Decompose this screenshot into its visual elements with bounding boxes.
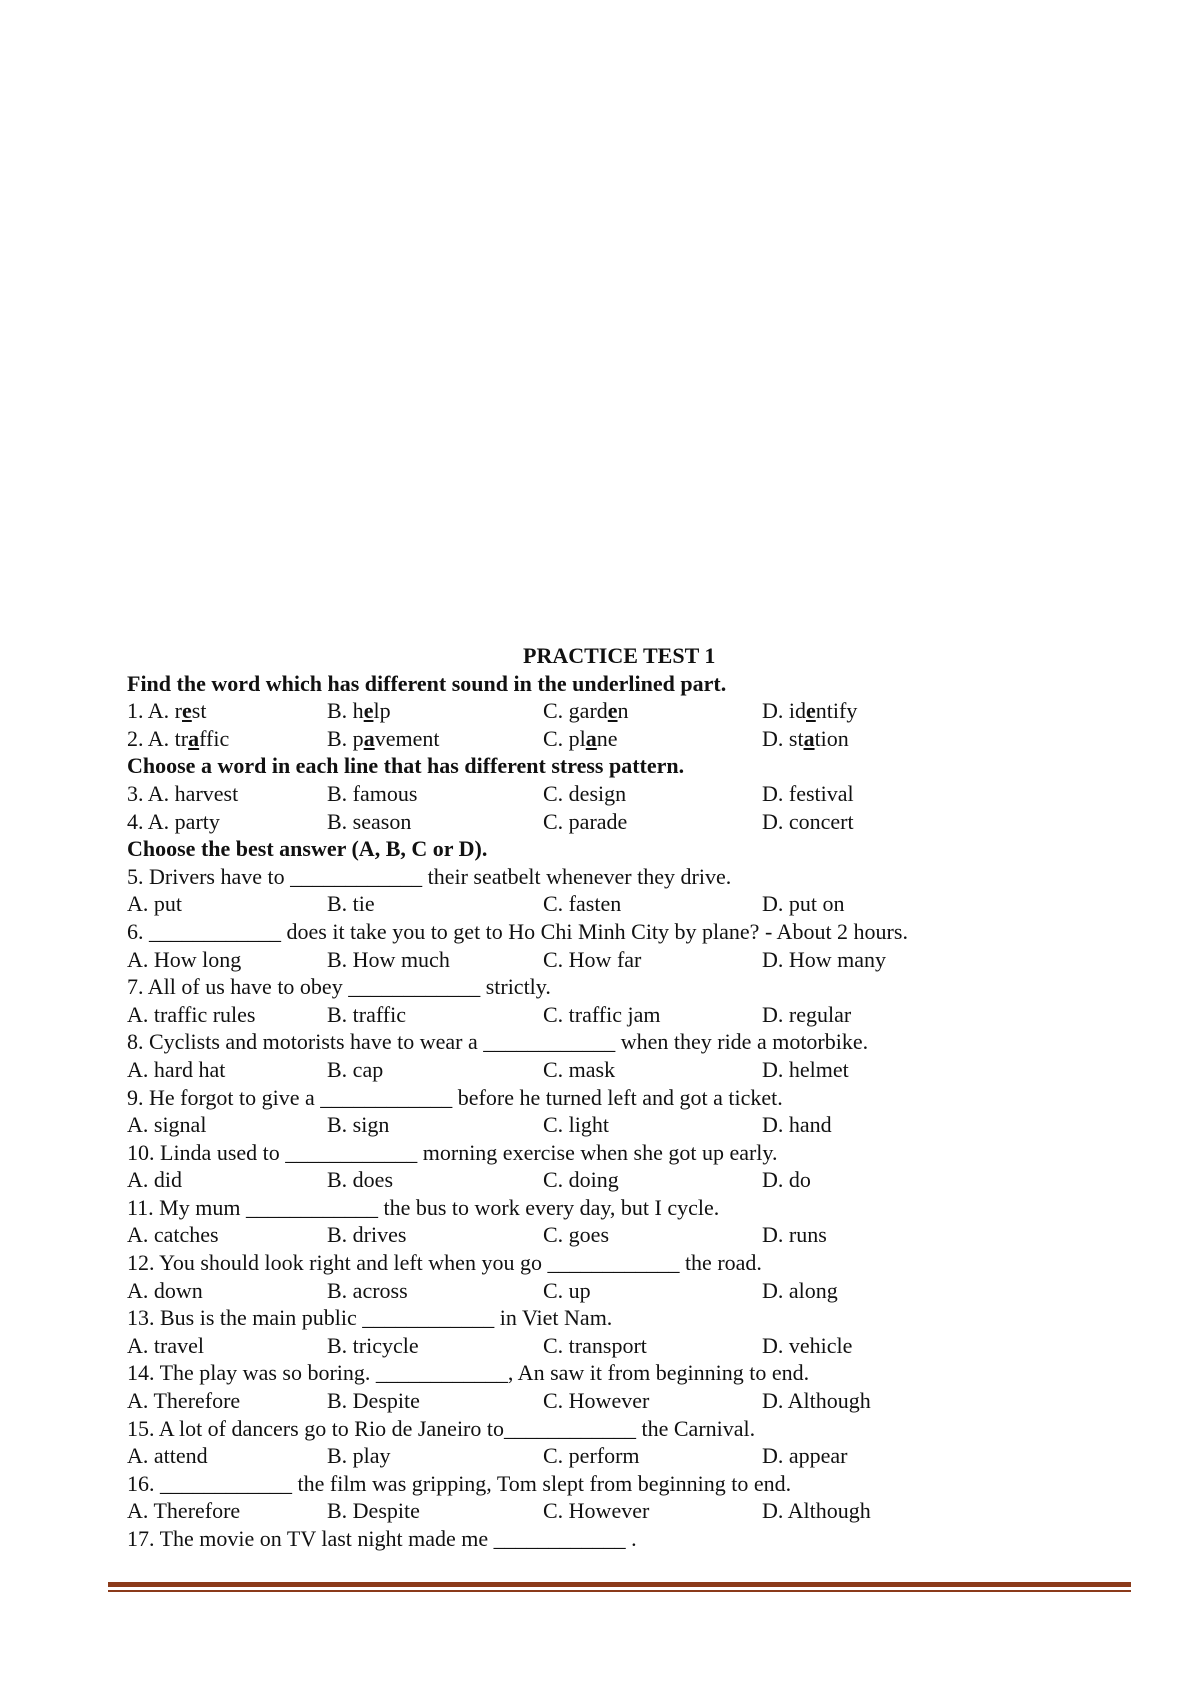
section-heading-pronunciation: Find the word which has different sound in the underlined part. <box>127 670 727 696</box>
option-b: B. play <box>327 1443 391 1469</box>
option-c: C. doing <box>543 1167 619 1193</box>
option-a: 3. A. harvest <box>127 780 239 806</box>
underlined-letter: e <box>182 698 192 724</box>
option-b: B. sign <box>327 1112 390 1138</box>
option-b: B. season <box>327 808 412 834</box>
test-content <box>127 642 1067 1553</box>
underlined-letter: e <box>607 698 618 724</box>
option-a: A. signal <box>127 1112 207 1138</box>
answer-options <box>127 1221 1067 1249</box>
underlined-letter: a <box>188 725 200 751</box>
question-text: 13. Bus is the main public ____________ in Viet Nam. <box>127 1305 613 1331</box>
question-text: 8. Cyclists and motorists have to wear a ____________ when they ride a motorbike. <box>127 1029 869 1055</box>
option-b: B. help <box>327 698 391 724</box>
underlined-letter: a <box>363 725 375 751</box>
option-b: B. Despite <box>327 1498 420 1524</box>
option-d: D. hand <box>762 1112 832 1138</box>
option-d: D. along <box>762 1277 838 1303</box>
option-c: C. However <box>543 1388 650 1414</box>
page-title: PRACTICE TEST 1 <box>523 643 716 668</box>
question-number: 3. <box>127 780 144 806</box>
option-c: C. garden <box>543 698 629 724</box>
option-d: D. identify <box>762 698 858 724</box>
option-c: C. parade <box>543 808 628 834</box>
option-d: D. regular <box>762 1001 852 1027</box>
answer-options <box>127 890 1067 918</box>
question-text: 11. My mum ____________ the bus to work every day, but I cycle. <box>127 1194 720 1220</box>
option-c: C. design <box>543 780 627 806</box>
answer-options <box>127 946 1067 974</box>
option-c: C. perform <box>543 1443 640 1469</box>
option-b: B. drives <box>327 1222 407 1248</box>
answer-options <box>127 1111 1067 1139</box>
option-c: C. traffic jam <box>543 1001 661 1027</box>
option-a: A. hard hat <box>127 1056 226 1082</box>
option-c: C. However <box>543 1498 650 1524</box>
question-row-3 <box>127 780 1067 808</box>
option-b: B. famous <box>327 780 418 806</box>
option-b: B. Despite <box>327 1388 420 1414</box>
option-b: B. pavement <box>327 725 440 751</box>
answer-options <box>127 1166 1067 1194</box>
footer-rule-thin <box>108 1590 1131 1592</box>
question-row-4 <box>127 808 1067 836</box>
question-text: 15. A lot of dancers go to Rio de Janeiro to____________ the Carnival. <box>127 1415 756 1441</box>
question-number: 1. <box>127 698 144 724</box>
question-text: 16. ____________ the film was gripping, Tom slept from beginning to end. <box>127 1470 792 1496</box>
option-d: D. concert <box>762 808 854 834</box>
option-a: A. Therefore <box>127 1388 241 1414</box>
option-c: C. transport <box>543 1332 647 1358</box>
option-b: B. How much <box>327 946 450 972</box>
option-d: D. How many <box>762 946 887 972</box>
answer-options <box>127 1056 1067 1084</box>
option-b: B. across <box>327 1277 408 1303</box>
option-a: A. did <box>127 1167 182 1193</box>
option-c: C. light <box>543 1112 610 1138</box>
underlined-letter: e <box>806 698 816 724</box>
answer-options <box>127 1277 1067 1305</box>
underlined-letter: e <box>363 698 374 724</box>
option-a: 1. A. rest <box>127 698 207 724</box>
option-a: A. How long <box>127 946 242 972</box>
question-list <box>127 863 1067 1525</box>
option-c: C. mask <box>543 1056 616 1082</box>
option-a: A. traffic rules <box>127 1001 256 1027</box>
option-d: D. do <box>762 1167 811 1193</box>
option-b: B. tricycle <box>327 1332 419 1358</box>
option-a: A. catches <box>127 1222 219 1248</box>
option-c: C. up <box>543 1277 591 1303</box>
option-b: B. traffic <box>327 1001 407 1027</box>
question-row-2 <box>127 725 1067 753</box>
option-a: A. put <box>127 891 182 917</box>
question-text: 6. ____________ does it take you to get to Ho Chi Minh City by plane? - About 2 hours. <box>127 918 908 944</box>
question-text: 12. You should look right and left when you go ____________ the road. <box>127 1250 762 1276</box>
option-c: C. fasten <box>543 891 622 917</box>
option-d: D. runs <box>762 1222 827 1248</box>
answer-options <box>127 1442 1067 1470</box>
option-b: B. does <box>327 1167 393 1193</box>
option-d: D. Although <box>762 1388 871 1414</box>
option-d: D. helmet <box>762 1056 849 1082</box>
option-a: A. Therefore <box>127 1498 241 1524</box>
option-a: A. travel <box>127 1332 204 1358</box>
question-text-17: 17. The movie on TV last night made me ____________ . <box>127 1526 637 1551</box>
option-a: A. attend <box>127 1443 208 1469</box>
question-text: 14. The play was so boring. ____________, An saw it from beginning to end. <box>127 1360 810 1386</box>
option-c: C. How far <box>543 946 642 972</box>
option-d: D. appear <box>762 1443 848 1469</box>
section-heading-best-answer: Choose the best answer (A, B, C or D). <box>127 836 488 862</box>
option-d: D. vehicle <box>762 1332 853 1358</box>
option-a: 4. A. party <box>127 808 220 834</box>
question-text: 9. He forgot to give a ____________ before he turned left and got a ticket. <box>127 1084 783 1110</box>
question-text: 7. All of us have to obey ____________ strictly. <box>127 974 551 1000</box>
option-c: C. goes <box>543 1222 609 1248</box>
question-row-1 <box>127 697 1067 725</box>
option-a: A. down <box>127 1277 203 1303</box>
underlined-letter: a <box>803 725 815 751</box>
option-d: D. festival <box>762 780 854 806</box>
question-number: 4. <box>127 808 144 834</box>
option-c: C. plane <box>543 725 618 751</box>
answer-options <box>127 1387 1067 1415</box>
question-text: 5. Drivers have to ____________ their seatbelt whenever they drive. <box>127 863 732 889</box>
question-number: 2. <box>127 725 144 751</box>
option-a: 2. A. traffic <box>127 725 230 751</box>
underlined-letter: a <box>585 725 597 751</box>
answer-options <box>127 1332 1067 1360</box>
option-d: D. Although <box>762 1498 871 1524</box>
footer-rule <box>108 1582 1131 1587</box>
option-d: D. station <box>762 725 849 751</box>
option-b: B. cap <box>327 1056 384 1082</box>
section-heading-stress: Choose a word in each line that has different stress pattern. <box>127 753 685 779</box>
option-b: B. tie <box>327 891 375 917</box>
option-d: D. put on <box>762 891 845 917</box>
question-text: 10. Linda used to ____________ morning exercise when she got up early. <box>127 1139 778 1165</box>
answer-options <box>127 1497 1067 1525</box>
answer-options <box>127 1001 1067 1029</box>
